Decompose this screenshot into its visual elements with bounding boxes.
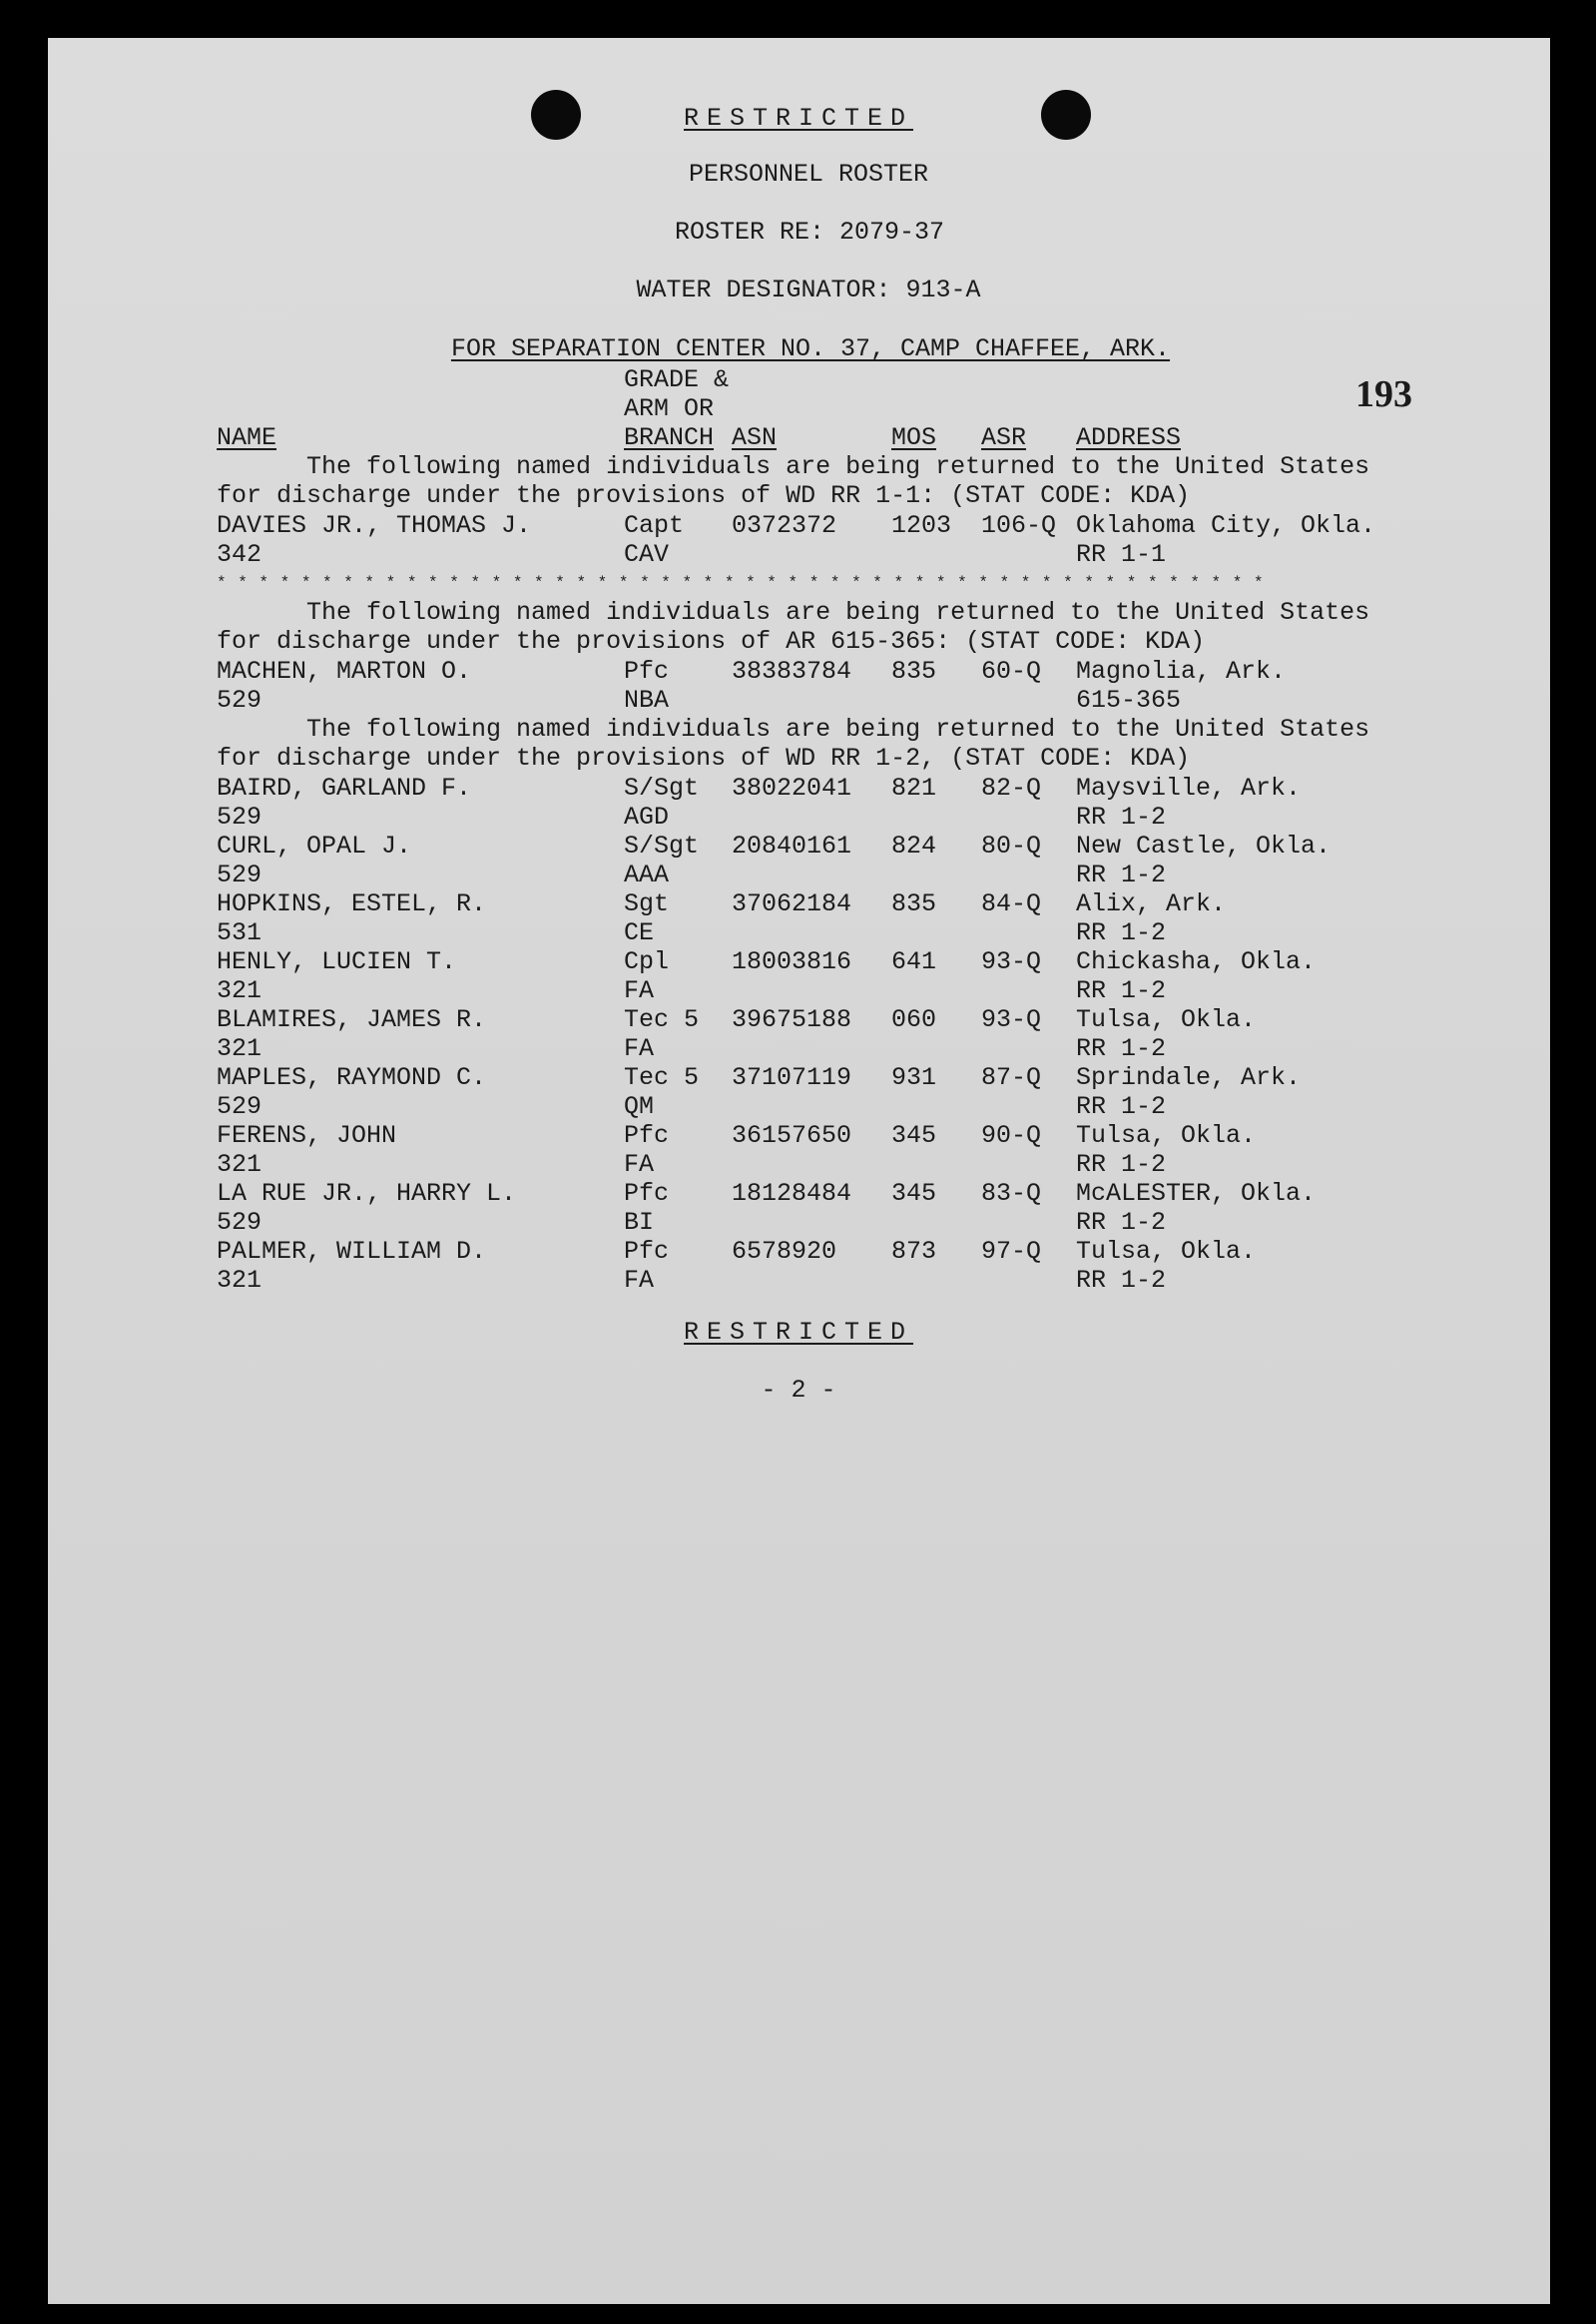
row-2-address: Magnolia, Ark. — [1076, 657, 1287, 686]
row-1-grade: Capt — [624, 511, 685, 540]
row-6-authority: RR 1-2 — [1076, 976, 1167, 1005]
row-11-mos: 873 — [891, 1237, 937, 1266]
row-2-asr: 60-Q — [981, 657, 1042, 686]
row-2-name: MACHEN, MARTON O. — [217, 657, 472, 686]
column-header-asn: ASN — [732, 423, 778, 452]
row-1-address: Oklahoma City, Okla. — [1076, 511, 1376, 540]
document-title: PERSONNEL ROSTER — [688, 160, 929, 189]
header-classification: RESTRICTED — [683, 104, 914, 133]
row-10-asn: 18128484 — [732, 1179, 852, 1208]
column-header-branch: BRANCH — [624, 423, 715, 452]
column-header-name: NAME — [217, 423, 277, 452]
column-header-asr: ASR — [981, 423, 1027, 452]
row-9-address: Tulsa, Okla. — [1076, 1121, 1257, 1150]
row-10-mos: 345 — [891, 1179, 937, 1208]
row-5-asn: 37062184 — [732, 889, 852, 918]
row-10-address: McALESTER, Okla. — [1076, 1179, 1317, 1208]
row-10-authority: RR 1-2 — [1076, 1208, 1167, 1237]
row-3-branch: AGD — [624, 803, 670, 832]
row-3-authority: RR 1-2 — [1076, 803, 1167, 832]
row-5-name: HOPKINS, ESTEL, R. — [217, 889, 487, 918]
row-5-address: Alix, Ark. — [1076, 889, 1227, 918]
column-header-grade: GRADE & — [624, 365, 730, 394]
punch-hole-right — [1041, 90, 1091, 140]
row-8-authority: RR 1-2 — [1076, 1092, 1167, 1121]
row-10-code: 529 — [217, 1208, 263, 1237]
section-1-intro-line1: The following named individuals are being returned to the United States — [217, 452, 1370, 481]
row-7-address: Tulsa, Okla. — [1076, 1005, 1257, 1034]
row-8-address: Sprindale, Ark. — [1076, 1063, 1302, 1092]
section-2-intro-line1: The following named individuals are being returned to the United States — [217, 598, 1370, 627]
column-header-mos: MOS — [891, 423, 937, 452]
row-11-address: Tulsa, Okla. — [1076, 1237, 1257, 1266]
column-header-arm: ARM OR — [624, 394, 715, 423]
row-3-grade: S/Sgt — [624, 774, 700, 803]
row-7-authority: RR 1-2 — [1076, 1034, 1167, 1063]
row-5-branch: CE — [624, 918, 655, 947]
row-7-branch: FA — [624, 1034, 655, 1063]
row-4-asn: 20840161 — [732, 832, 852, 861]
row-7-name: BLAMIRES, JAMES R. — [217, 1005, 487, 1034]
row-10-grade: Pfc — [624, 1179, 670, 1208]
row-5-mos: 835 — [891, 889, 937, 918]
section-2-intro-line2: for discharge under the provisions of AR 615-365: (STAT CODE: KDA) — [217, 627, 1206, 656]
row-9-grade: Pfc — [624, 1121, 670, 1150]
row-8-mos: 931 — [891, 1063, 937, 1092]
footer-classification: RESTRICTED — [683, 1318, 914, 1347]
row-6-asr: 93-Q — [981, 947, 1042, 976]
row-7-mos: 060 — [891, 1005, 937, 1034]
row-4-address: New Castle, Okla. — [1076, 832, 1331, 861]
row-2-code: 529 — [217, 686, 263, 715]
row-6-mos: 641 — [891, 947, 937, 976]
row-8-grade: Tec 5 — [624, 1063, 700, 1092]
row-1-asr: 106-Q — [981, 511, 1057, 540]
row-4-branch: AAA — [624, 861, 670, 889]
section-1-intro-line2: for discharge under the provisions of WD RR 1-1: (STAT CODE: KDA) — [217, 481, 1191, 510]
row-4-code: 529 — [217, 861, 263, 889]
row-6-address: Chickasha, Okla. — [1076, 947, 1317, 976]
document-page — [48, 38, 1550, 2304]
destination-line: FOR SEPARATION CENTER NO. 37, CAMP CHAFFEE, ARK. — [450, 334, 1171, 363]
row-1-branch: CAV — [624, 540, 670, 569]
row-7-asn: 39675188 — [732, 1005, 852, 1034]
row-3-name: BAIRD, GARLAND F. — [217, 774, 472, 803]
row-10-name: LA RUE JR., HARRY L. — [217, 1179, 517, 1208]
row-7-asr: 93-Q — [981, 1005, 1042, 1034]
row-3-asr: 82-Q — [981, 774, 1042, 803]
row-9-asn: 36157650 — [732, 1121, 852, 1150]
row-11-name: PALMER, WILLIAM D. — [217, 1237, 487, 1266]
page-stamp-number: 193 — [1355, 373, 1412, 415]
row-4-grade: S/Sgt — [624, 832, 700, 861]
row-4-asr: 80-Q — [981, 832, 1042, 861]
asterisk-separator: * * * * * * * * * * * * * * * * * * * * * * * * * * * * * * * * * * * * * * * * * * * * * * * * * * — [217, 574, 1265, 592]
row-10-asr: 83-Q — [981, 1179, 1042, 1208]
row-6-name: HENLY, LUCIEN T. — [217, 947, 457, 976]
row-4-name: CURL, OPAL J. — [217, 832, 412, 861]
row-8-name: MAPLES, RAYMOND C. — [217, 1063, 487, 1092]
row-5-asr: 84-Q — [981, 889, 1042, 918]
roster-reference: ROSTER RE: 2079-37 — [674, 218, 945, 247]
row-11-authority: RR 1-2 — [1076, 1266, 1167, 1295]
row-2-authority: 615-365 — [1076, 686, 1182, 715]
water-designator: WATER DESIGNATOR: 913-A — [636, 276, 981, 304]
row-8-branch: QM — [624, 1092, 655, 1121]
row-1-code: 342 — [217, 540, 263, 569]
column-header-address: ADDRESS — [1076, 423, 1182, 452]
row-5-grade: Sgt — [624, 889, 670, 918]
section-3-intro-line2: for discharge under the provisions of WD RR 1-2, (STAT CODE: KDA) — [217, 744, 1191, 773]
row-6-grade: Cpl — [624, 947, 670, 976]
row-11-code: 321 — [217, 1266, 263, 1295]
row-4-authority: RR 1-2 — [1076, 861, 1167, 889]
row-5-authority: RR 1-2 — [1076, 918, 1167, 947]
row-11-asn: 6578920 — [732, 1237, 837, 1266]
row-1-asn: 0372372 — [732, 511, 837, 540]
section-3-intro-line1: The following named individuals are being returned to the United States — [217, 715, 1370, 744]
row-1-mos: 1203 — [891, 511, 952, 540]
row-2-mos: 835 — [891, 657, 937, 686]
row-9-authority: RR 1-2 — [1076, 1150, 1167, 1179]
row-6-code: 321 — [217, 976, 263, 1005]
row-9-mos: 345 — [891, 1121, 937, 1150]
row-3-code: 529 — [217, 803, 263, 832]
row-5-code: 531 — [217, 918, 263, 947]
row-6-asn: 18003816 — [732, 947, 852, 976]
row-2-branch: NBA — [624, 686, 670, 715]
row-1-name: DAVIES JR., THOMAS J. — [217, 511, 532, 540]
row-6-branch: FA — [624, 976, 655, 1005]
row-3-asn: 38022041 — [732, 774, 852, 803]
row-9-branch: FA — [624, 1150, 655, 1179]
row-11-branch: FA — [624, 1266, 655, 1295]
row-2-asn: 38383784 — [732, 657, 852, 686]
row-7-grade: Tec 5 — [624, 1005, 700, 1034]
row-9-code: 321 — [217, 1150, 263, 1179]
footer-page-number: - 2 - — [761, 1376, 836, 1405]
row-8-asr: 87-Q — [981, 1063, 1042, 1092]
row-11-grade: Pfc — [624, 1237, 670, 1266]
row-8-asn: 37107119 — [732, 1063, 852, 1092]
punch-hole-left — [531, 90, 581, 140]
row-11-asr: 97-Q — [981, 1237, 1042, 1266]
row-1-authority: RR 1-1 — [1076, 540, 1167, 569]
row-2-grade: Pfc — [624, 657, 670, 686]
row-3-address: Maysville, Ark. — [1076, 774, 1302, 803]
row-10-branch: BI — [624, 1208, 655, 1237]
row-9-asr: 90-Q — [981, 1121, 1042, 1150]
row-8-code: 529 — [217, 1092, 263, 1121]
row-3-mos: 821 — [891, 774, 937, 803]
row-9-name: FERENS, JOHN — [217, 1121, 397, 1150]
row-4-mos: 824 — [891, 832, 937, 861]
row-7-code: 321 — [217, 1034, 263, 1063]
